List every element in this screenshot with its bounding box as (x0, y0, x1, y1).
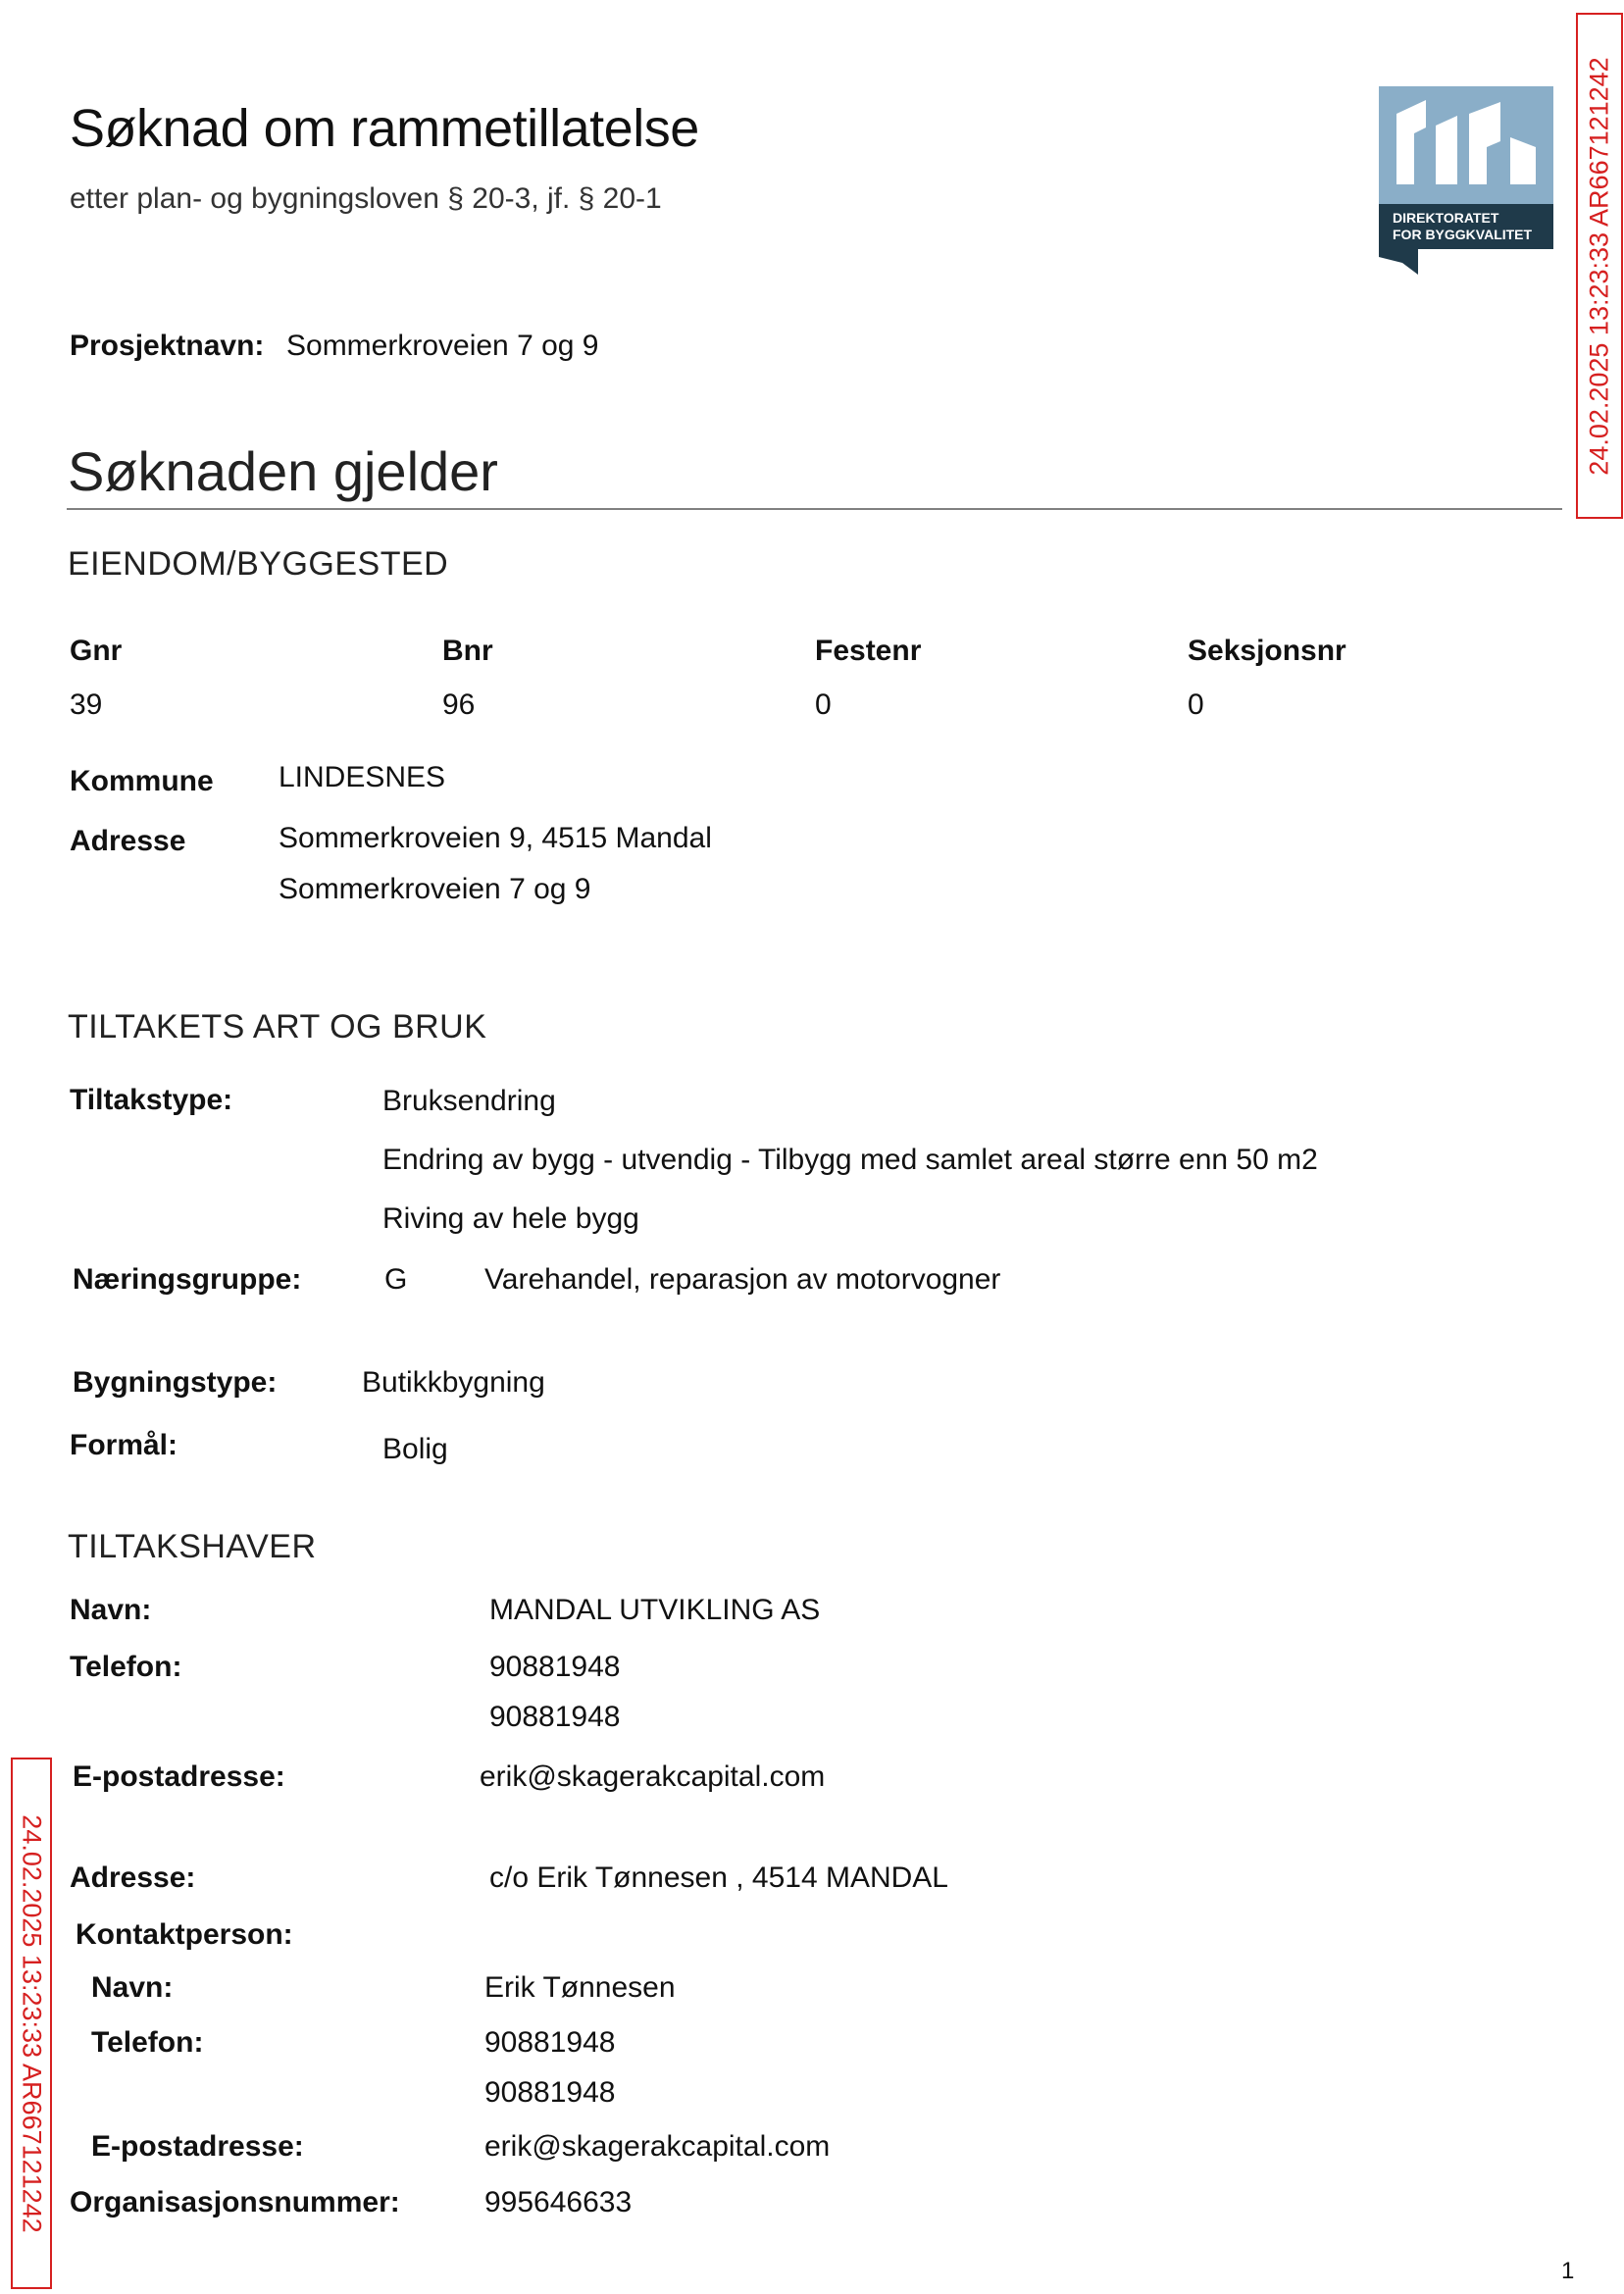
tiltakshaver-epost-label: E-postadresse: (73, 1760, 285, 1793)
kontakt-epost-value: erik@skagerakcapital.com (484, 2130, 831, 2163)
tiltakshaver-navn-value: MANDAL UTVIKLING AS (489, 1594, 821, 1626)
festenr-value: 0 (815, 688, 832, 721)
tiltakshaver-navn-label: Navn: (70, 1594, 152, 1626)
gnr-label: Gnr (70, 635, 123, 667)
tiltakshaver-heading: TILTAKSHAVER (68, 1528, 317, 1565)
document-subtitle: etter plan- og bygningsloven § 20-3, jf. § 20-1 (70, 182, 662, 215)
formal-value: Bolig (382, 1433, 448, 1465)
bygningstype-label: Bygningstype: (73, 1366, 278, 1399)
bnr-value: 96 (442, 688, 476, 721)
formal-label: Formål: (70, 1429, 178, 1461)
project-name-label: Prosjektnavn: (70, 330, 265, 362)
gnr-value: 39 (70, 688, 103, 721)
orgnr-value: 995646633 (484, 2186, 633, 2218)
stamp-text: 24.02.2025 13:23:33 AR667121242 (17, 1813, 47, 2233)
page-number: 1 (1561, 2258, 1575, 2284)
kontakt-telefon-2: 90881948 (484, 2076, 616, 2109)
tiltakshaver-telefon-2: 90881948 (489, 1701, 621, 1733)
section-heading: Søknaden gjelder (68, 440, 498, 502)
naeringsgruppe-code: G (384, 1263, 408, 1296)
kontakt-navn-label: Navn: (91, 1971, 174, 2004)
naeringsgruppe-label: Næringsgruppe: (73, 1263, 302, 1296)
dibk-logo (1379, 86, 1553, 275)
festenr-label: Festenr (815, 635, 922, 667)
tiltakshaver-telefon-1: 90881948 (489, 1651, 621, 1683)
tiltak-heading: TILTAKETS ART OG BRUK (68, 1008, 487, 1045)
kontaktperson-label: Kontaktperson: (76, 1918, 293, 1951)
tiltakstype-2: Endring av bygg - utvendig - Tilbygg med samlet areal større enn 50 m2 (382, 1144, 1318, 1176)
kontakt-epost-label: E-postadresse: (91, 2130, 304, 2163)
tiltakshaver-adresse-value: c/o Erik Tønnesen , 4514 MANDAL (489, 1861, 948, 1894)
timestamp-stamp-top (1576, 13, 1623, 519)
tiltakstype-1: Bruksendring (382, 1085, 556, 1117)
timestamp-stamp-bottom (11, 1758, 52, 2289)
kommune-label: Kommune (70, 765, 214, 797)
seksjonsnr-label: Seksjonsnr (1188, 635, 1346, 667)
logo-text-line1: DIREKTORATET (1393, 210, 1499, 226)
tiltakstype-label: Tiltakstype: (70, 1084, 233, 1116)
logo-text-line2: FOR BYGGKVALITET (1393, 227, 1533, 242)
bnr-label: Bnr (442, 635, 493, 667)
tiltakstype-3: Riving av hele bygg (382, 1202, 639, 1235)
adresse-line-2: Sommerkroveien 7 og 9 (279, 873, 591, 905)
tiltakshaver-telefon-label: Telefon: (70, 1651, 182, 1683)
adresse-line-1: Sommerkroveien 9, 4515 Mandal (279, 822, 712, 854)
seksjonsnr-value: 0 (1188, 688, 1204, 721)
stamp-text: 24.02.2025 13:23:33 AR667121242 (1584, 56, 1614, 476)
document-title: Søknad om rammetillatelse (70, 99, 699, 158)
kommune-value: LINDESNES (279, 761, 446, 793)
tiltakshaver-epost-value: erik@skagerakcapital.com (480, 1760, 826, 1793)
tiltakshaver-adresse-label: Adresse: (70, 1861, 196, 1894)
bygningstype-value: Butikkbygning (362, 1366, 545, 1399)
orgnr-label: Organisasjonsnummer: (70, 2186, 400, 2218)
section-divider (67, 508, 1562, 510)
adresse-label: Adresse (70, 825, 186, 857)
eiendom-heading: EIENDOM/BYGGESTED (68, 545, 449, 583)
kontakt-telefon-1: 90881948 (484, 2026, 616, 2059)
kontakt-telefon-label: Telefon: (91, 2026, 204, 2059)
project-name-value: Sommerkroveien 7 og 9 (286, 330, 599, 362)
kontakt-navn-value: Erik Tønnesen (484, 1971, 676, 2004)
naeringsgruppe-description: Varehandel, reparasjon av motorvogner (484, 1263, 1001, 1296)
building-logo-icon (1379, 86, 1553, 275)
